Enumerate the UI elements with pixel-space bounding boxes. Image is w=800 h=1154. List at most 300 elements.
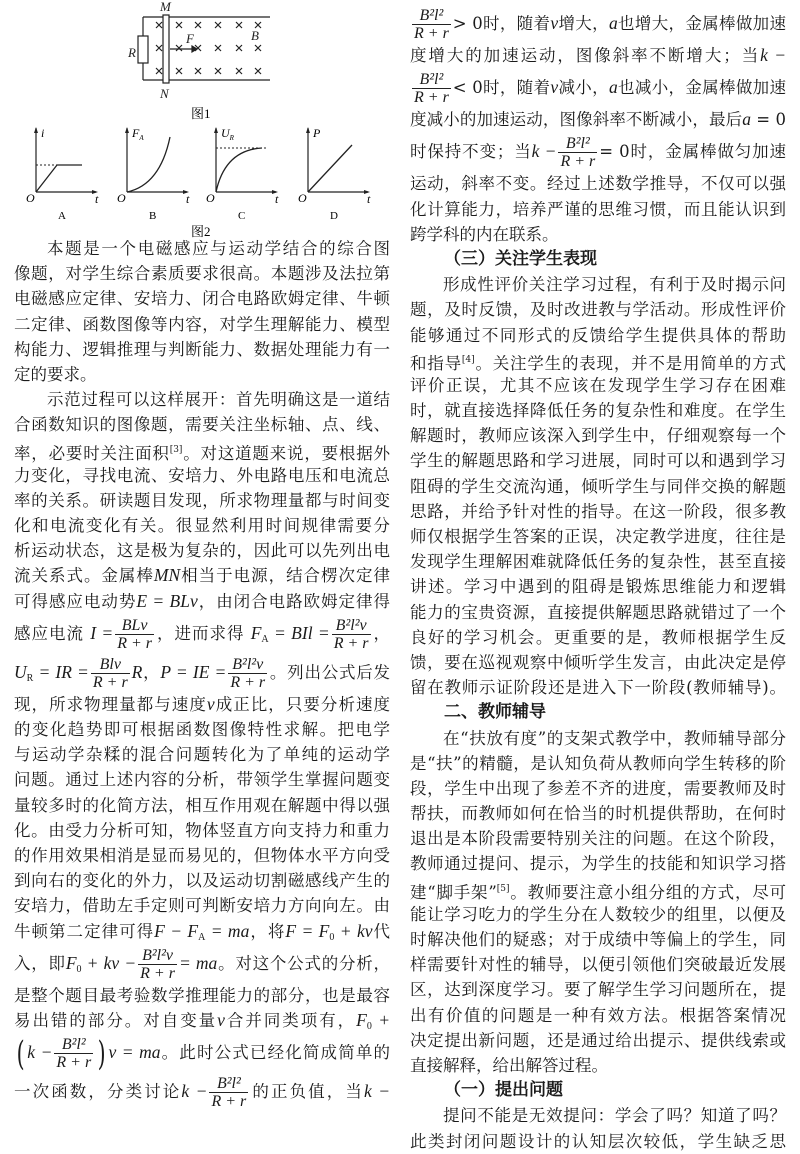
math-expression: k − xyxy=(27,1042,53,1063)
option-label: D xyxy=(330,210,338,222)
x-axis-label: t xyxy=(275,192,279,206)
math-base: U xyxy=(14,661,27,682)
text-line xyxy=(14,1008,390,1033)
text-line xyxy=(410,348,786,373)
figure-1-caption: 图1 xyxy=(191,106,211,121)
text-line xyxy=(14,1072,390,1111)
text-run: 的作用效果相消是显而易见的，但物体水平方向受 xyxy=(14,845,390,865)
figures xyxy=(0,0,400,240)
text-run: 时保持不变；当 xyxy=(410,142,532,162)
fraction-denominator: R + r xyxy=(140,964,175,982)
field-cross-mark xyxy=(215,45,221,51)
text-run: 率的关系。研读题目发现，所求物理量都与时间变 xyxy=(14,490,390,510)
text-line xyxy=(14,412,390,437)
text-run: 成正比，只要分析速度 xyxy=(214,694,390,714)
math-fraction xyxy=(412,7,451,42)
text-run: 发现学生理解困难就降低任务的复杂性，甚至直接 xyxy=(410,552,786,572)
text-line xyxy=(410,977,786,1002)
text-line xyxy=(14,614,390,653)
text-run: 合并同类项有， xyxy=(224,1010,357,1030)
option-label: A xyxy=(58,210,66,222)
text-run: 到向右的变化的外力，以及运动切割磁感线产生的 xyxy=(14,871,390,891)
option-label: C xyxy=(238,210,246,222)
fraction-numerator: B²l²v xyxy=(332,617,371,635)
text-run: 合函数知识的图像题，需要关注坐标轴、点、线、 xyxy=(14,415,390,435)
text-line xyxy=(410,1003,786,1028)
math-expression: = ma xyxy=(205,920,250,941)
math-expression: + kv − xyxy=(81,952,137,973)
fraction-numerator: B²l² xyxy=(412,71,451,89)
text-line xyxy=(14,312,390,337)
math-variable-subscripted xyxy=(251,623,269,643)
field-cross-mark xyxy=(156,45,162,51)
text-run: （三）关注学生表现 xyxy=(444,248,597,269)
label-B: B xyxy=(251,28,259,43)
math-expression: = BIl = xyxy=(268,622,330,643)
large-parenthesis: ( xyxy=(16,1033,25,1073)
y-axis-subscript: R xyxy=(229,134,234,142)
text-run: 。此时公式已经化简成简单的 xyxy=(160,1043,390,1063)
text-run: 帮扶，而教师如何在恰当的时机提供帮助，在何时 xyxy=(410,804,786,824)
plot-curve xyxy=(308,145,352,192)
text-run: 二、教师辅导 xyxy=(444,702,546,723)
text-line xyxy=(14,742,390,767)
math-variable-subscripted xyxy=(187,921,205,941)
text-line xyxy=(410,43,786,68)
text-run: 度减小的加速运动，图像斜率不断减小，最后 xyxy=(410,110,743,130)
math-fraction xyxy=(412,71,451,106)
math-expression: MN xyxy=(153,565,181,586)
text-line xyxy=(410,222,786,247)
text-run: 流关系式。金属棒 xyxy=(14,566,154,586)
fraction-denominator: R + r xyxy=(414,89,449,107)
fraction-denominator: R + r xyxy=(211,1093,247,1111)
text-line xyxy=(14,653,390,692)
text-line xyxy=(410,851,786,876)
text-line xyxy=(14,513,390,538)
text-line xyxy=(410,373,786,398)
math-variable-subscripted xyxy=(66,953,82,973)
text-run: 本题是一个电磁感应与运动学结合的综合图 xyxy=(47,239,390,258)
fraction-numerator: B²l²v xyxy=(138,947,177,965)
text-run: 二定律、函数图像等内容，对学生理解能力、模型 xyxy=(14,314,390,334)
text-line xyxy=(410,423,786,448)
fraction-numerator: BLv xyxy=(115,617,154,635)
text-run: 易出错的部分。对自变量 xyxy=(14,1010,218,1030)
text-run: = 0时，金属棒做匀加速 xyxy=(599,142,786,162)
text-line xyxy=(14,868,390,893)
field-cross-mark xyxy=(195,22,201,28)
math-subscript: R xyxy=(26,672,34,684)
origin-label: O xyxy=(26,191,35,205)
text-run: 学生的解题思路和学习进展，同时可以和遇到学习 xyxy=(410,451,786,471)
text-line xyxy=(14,983,390,1008)
text-run: 与运动学杂糅的混合问题转化为了单纯的运动学 xyxy=(14,745,390,765)
text-run: 段，学生中出现了参差不齐的进度，需要教师及时 xyxy=(410,778,786,798)
text-line xyxy=(14,717,390,742)
math-subscript: A xyxy=(261,633,269,645)
fraction-numerator: B²l² xyxy=(209,1075,248,1093)
text-run: 也增大，金属棒做加速 xyxy=(617,14,786,33)
text-line xyxy=(14,261,390,286)
text-run: 提问不能是无效提问：学会了吗？知道了吗？ xyxy=(443,1106,786,1126)
text-line xyxy=(14,843,390,868)
text-line xyxy=(410,1103,786,1128)
text-line xyxy=(410,297,786,322)
text-run: 解题时，教师应该深入到学生中，仔细观察每一个 xyxy=(410,426,786,446)
text-line xyxy=(410,675,786,700)
text-line xyxy=(410,171,786,196)
text-run: 的变化趋势即可根据函数图像特性求解。把电学 xyxy=(14,720,390,739)
text-line xyxy=(410,726,786,751)
text-run: 化和电流变化有关。很显然利用时间规律需要分 xyxy=(14,516,390,536)
text-run: ， xyxy=(372,623,390,643)
text-line xyxy=(14,818,390,843)
text-line xyxy=(14,767,390,792)
text-run: 现，所求物理量都与速度 xyxy=(14,694,207,714)
text-run: 样需要针对性的辅导，以便引领他们突破最近发展 xyxy=(410,955,786,975)
fraction-denominator: R + r xyxy=(414,25,449,42)
text-run: 量较多时的化简方法，相互作用观在解题中得以强 xyxy=(14,795,390,815)
text-run: 化。由受力分析可知，物体竖直方向支持力和重力 xyxy=(14,820,390,840)
text-run: 电磁感应定律、安培力、闭合电路欧姆定律、牛顿 xyxy=(14,289,390,309)
text-line xyxy=(410,902,786,927)
text-line xyxy=(410,4,786,43)
math-expression: a xyxy=(608,77,618,98)
math-expression: a xyxy=(742,109,751,130)
section-heading xyxy=(410,700,786,725)
math-expression: k − xyxy=(760,45,786,65)
text-line xyxy=(14,337,390,362)
text-run: 。对这个公式的分析， xyxy=(217,953,390,973)
origin-label: O xyxy=(117,191,126,205)
math-base: F xyxy=(318,920,330,941)
label-N: N xyxy=(160,86,169,101)
text-line xyxy=(410,448,786,473)
math-expression: F − xyxy=(154,920,188,941)
text-line xyxy=(14,362,390,387)
large-parenthesis: ) xyxy=(97,1033,106,1073)
y-axis-subscript: A xyxy=(139,134,144,142)
math-expression: v xyxy=(550,77,559,98)
math-fraction xyxy=(54,1036,93,1071)
text-line xyxy=(410,574,786,599)
text-line xyxy=(410,68,786,107)
text-run: 是“扶”的精髓，是认知负荷从教师向学生转移的阶 xyxy=(410,753,786,773)
text-run: 留在教师示证阶段还是进入下一阶段(教师辅导)。 xyxy=(410,678,786,698)
section-heading xyxy=(410,1078,786,1103)
math-variable-subscripted xyxy=(14,662,33,682)
field-cross-mark xyxy=(255,68,261,74)
math-expression: = ma xyxy=(178,952,218,973)
text-line xyxy=(14,893,390,918)
text-line xyxy=(14,488,390,513)
text-run: > 0时，随着 xyxy=(452,14,551,33)
text-run: 能够通过不同形式的反馈给学生提供具体的帮助 xyxy=(410,325,786,345)
math-variable-subscripted xyxy=(356,1010,372,1030)
plot-curve xyxy=(216,148,262,192)
math-fraction xyxy=(558,135,597,170)
text-line xyxy=(410,272,786,297)
physics-figures xyxy=(0,0,400,240)
fraction-denominator: R + r xyxy=(56,1054,92,1072)
text-line xyxy=(410,549,786,574)
math-expression: a xyxy=(608,13,618,33)
text-line xyxy=(410,751,786,776)
text-run: 退出是本阶段需要特别关注的问题。在这个阶段， xyxy=(410,829,786,849)
metal-rod xyxy=(163,15,169,83)
text-run: 此类封闭问题设计的认知层次较低，学生缺乏思 xyxy=(410,1131,786,1151)
text-run: 增大， xyxy=(558,14,609,33)
text-run: 力变化，寻找电流、安培力、外电路电压和电流总 xyxy=(14,465,390,485)
x-axis-label: t xyxy=(367,192,371,206)
fraction-denominator: R + r xyxy=(230,673,266,691)
text-run: 构能力、逻辑推理与判断能力、数据处理能力有一 xyxy=(14,339,390,359)
plot-option-b xyxy=(117,126,190,222)
y-axis-label xyxy=(312,126,321,140)
plot-curve xyxy=(127,137,170,192)
math-fraction xyxy=(332,617,371,652)
text-run: 能力的宝贵资源，直接提供解题思路就错过了一个 xyxy=(410,602,786,622)
text-run: ，由闭合电路欧姆定律得 xyxy=(197,591,390,611)
text-run: ， xyxy=(142,662,161,682)
text-run: 区，达到深度学习。要了解学生学习问题所在，提 xyxy=(410,980,786,1000)
text-run: 馈，要在巡视观察中倾听学生发言，由此决定是停 xyxy=(410,652,786,672)
text-line xyxy=(14,538,390,563)
math-fraction xyxy=(115,617,154,652)
fraction-denominator: R + r xyxy=(117,634,153,652)
text-run: 建“脚手架” xyxy=(410,882,497,902)
text-run: 。关注学生的表现，并不是用简单的方式 xyxy=(474,353,786,373)
field-cross-mark xyxy=(255,45,261,51)
math-subscript: 0 xyxy=(366,1020,372,1032)
option-label: B xyxy=(149,210,157,222)
text-run: 安培力，借助左手定则可判断安培力方向向左。由 xyxy=(14,896,390,916)
math-expression: E = BLv xyxy=(136,590,198,611)
text-run: 代 xyxy=(372,921,390,941)
plot-option-a xyxy=(26,126,99,222)
fraction-numerator: B²l² xyxy=(412,7,451,25)
text-line xyxy=(14,1033,390,1072)
section-heading xyxy=(410,247,786,272)
fraction-numerator: B²l² xyxy=(558,135,597,153)
text-run: 。教师要注意小组分组的方式，尽可 xyxy=(509,882,786,902)
text-line xyxy=(410,474,786,499)
plot-axes xyxy=(36,128,96,192)
math-fraction xyxy=(91,656,130,691)
fraction-numerator: B²l²v xyxy=(228,656,267,674)
citation-superscript: [5] xyxy=(496,883,510,894)
y-axis-label xyxy=(41,126,44,140)
math-expression: P = IE = xyxy=(160,661,227,682)
rails xyxy=(143,17,270,80)
plot-option-c xyxy=(206,126,279,222)
figure-2-plots xyxy=(26,126,371,222)
text-line xyxy=(410,927,786,952)
math-expression: + kv xyxy=(334,920,373,941)
left-column xyxy=(14,236,390,1111)
field-cross-mark xyxy=(215,68,221,74)
plot-option-d xyxy=(298,126,371,222)
text-line xyxy=(410,826,786,851)
text-line xyxy=(14,919,390,944)
field-cross-mark xyxy=(176,45,182,51)
x-axis-label: t xyxy=(186,192,190,206)
math-expression: k − xyxy=(181,1081,208,1102)
field-cross-mark xyxy=(215,22,221,28)
text-run: 定的要求。 xyxy=(14,364,97,384)
text-run: 出有价值的问题是一种有效方法。根据答案情况 xyxy=(410,1005,786,1025)
text-run: 评价正误，尤其不应该在发现学生学习存在困难 xyxy=(410,375,786,395)
text-run: 可得感应电动势 xyxy=(14,591,137,611)
text-line xyxy=(14,793,390,818)
text-run: 一次函数，分类讨论 xyxy=(14,1082,182,1102)
text-line xyxy=(14,563,390,588)
fraction-denominator: R + r xyxy=(92,673,128,691)
text-line xyxy=(410,1053,786,1078)
text-run: 减小， xyxy=(558,78,609,98)
text-run: 决定提出新问题，还是通过给出提示、提供线索或 xyxy=(410,1030,786,1050)
text-run: （一）提出问题 xyxy=(444,1080,563,1101)
text-run: 在“扶放有度”的支架式教学中，教师辅导部分 xyxy=(443,728,786,748)
text-run: 牛顿第二定律可得 xyxy=(14,921,155,941)
text-run: ，进而求得 xyxy=(156,623,251,643)
math-base: F xyxy=(65,952,77,973)
text-line xyxy=(14,944,390,983)
math-fraction xyxy=(138,947,177,982)
text-run: 。对这道题来说，要根据外 xyxy=(182,443,390,463)
math-expression: R xyxy=(131,661,143,682)
text-run: 师仅根据学生答案的正误，决定教学进度，往往是 xyxy=(410,527,786,546)
y-axis-symbol: F xyxy=(132,126,140,140)
text-run: 也减小，金属棒做加速 xyxy=(617,78,786,98)
text-run: 化计算能力，培养严谨的思维习惯，而且能认识到 xyxy=(410,199,786,219)
math-fraction xyxy=(228,656,267,691)
text-line xyxy=(410,1028,786,1053)
text-line xyxy=(410,877,786,902)
x-axis-label: t xyxy=(95,192,99,206)
text-run: 能让学习吃力的学生分在人数较少的组里，以便及 xyxy=(410,904,786,924)
text-line xyxy=(410,776,786,801)
plot-curve xyxy=(36,165,82,192)
text-line xyxy=(410,107,786,132)
text-line xyxy=(14,438,390,463)
text-line xyxy=(410,952,786,977)
math-expression: v xyxy=(217,1009,225,1030)
fraction-numerator: B²l² xyxy=(54,1036,93,1054)
text-line xyxy=(410,323,786,348)
field-cross-mark xyxy=(236,68,242,74)
text-run: 感应电流 xyxy=(14,623,91,643)
text-line xyxy=(14,286,390,311)
fraction-numerator: Blv xyxy=(91,656,130,674)
text-line xyxy=(410,801,786,826)
y-axis-symbol: i xyxy=(41,126,45,140)
field-cross-mark xyxy=(156,68,162,74)
text-line xyxy=(14,463,390,488)
text-run: 教师通过提问、提示，为学生的技能和知识学习搭 xyxy=(410,854,786,874)
label-M: M xyxy=(160,0,171,14)
field-cross-mark xyxy=(176,68,182,74)
text-run: 像题，对学生综合素质要求很高。本题涉及法拉第 xyxy=(14,264,390,284)
text-line xyxy=(14,387,390,412)
y-axis-label xyxy=(221,126,235,142)
text-run: 阻碍的学生交流沟通，倾听学生与同伴交换的解题 xyxy=(410,476,786,496)
math-expression: F = xyxy=(285,920,319,941)
citation-superscript: [3] xyxy=(169,444,183,455)
math-subscript: 0 xyxy=(76,963,82,975)
math-subscript: 0 xyxy=(329,931,335,943)
text-line xyxy=(410,650,786,675)
text-run: 题，及时反馈，及时改进教与学活动。形成性评价 xyxy=(410,300,786,320)
text-run: 时解决他们的疑惑；对于成绩中等偏上的学生，同 xyxy=(410,930,786,949)
math-base: F xyxy=(250,622,262,643)
text-run: 的正负值，当 xyxy=(250,1082,364,1102)
math-fraction xyxy=(209,1075,248,1110)
text-run: 讲述。学习中遇到的阻碍是锻炼思维能力和逻辑 xyxy=(410,577,786,597)
text-run: 示范过程可以这样展开：首先明确这是一道结 xyxy=(47,390,390,410)
origin-label: O xyxy=(206,191,215,205)
text-run: 和指导 xyxy=(410,353,462,373)
magnetic-field-crosses xyxy=(156,22,261,74)
y-axis-symbol: U xyxy=(221,126,230,140)
math-expression: v xyxy=(550,13,559,33)
text-line xyxy=(410,197,786,222)
text-line xyxy=(410,499,786,524)
figure-1-circuit xyxy=(138,15,270,83)
math-subscript: A xyxy=(198,931,206,943)
text-line xyxy=(14,692,390,717)
math-expression: v xyxy=(206,693,215,714)
math-expression: v = ma xyxy=(108,1042,161,1063)
math-base: F xyxy=(356,1009,367,1030)
text-run: 跨学科的内在联系。 xyxy=(410,224,559,244)
fraction-denominator: R + r xyxy=(560,153,596,171)
text-run: 良好的学习机会。更重要的是，教师根据学生反 xyxy=(410,627,786,647)
text-run: 运动，斜率不变。经过上述数学推导，不仅可以强 xyxy=(410,174,786,194)
text-run: 析运动状态，这是极为复杂的，因此可以先列出电 xyxy=(14,541,390,561)
math-expression: I = xyxy=(90,622,114,643)
text-line xyxy=(410,600,786,625)
y-axis-symbol: P xyxy=(313,126,321,140)
y-axis-label xyxy=(131,126,144,142)
math-expression: k − xyxy=(363,1081,390,1102)
math-base: F xyxy=(187,920,199,941)
text-run: 相当于电源，结合楞次定律 xyxy=(180,566,390,586)
math-expression: k − xyxy=(531,141,557,162)
text-run: 问题。通过上述内容的分析，带领学生掌握问题变 xyxy=(14,770,390,790)
math-expression: = IR = xyxy=(33,661,89,682)
field-cross-mark xyxy=(236,22,242,28)
text-run: < 0时，随着 xyxy=(452,78,551,98)
label-R: R xyxy=(128,45,136,60)
field-cross-mark xyxy=(156,22,162,28)
text-run: 。列出公式后发 xyxy=(269,662,390,682)
text-line xyxy=(410,524,786,549)
text-run: = 0 xyxy=(750,110,786,130)
text-line xyxy=(410,398,786,423)
text-line xyxy=(14,589,390,614)
text-line xyxy=(410,1129,786,1154)
text-run: ，将 xyxy=(249,921,286,941)
text-run: 时，就直接选择降低任务的复杂性和难度。在学生 xyxy=(410,401,786,421)
text-line xyxy=(14,236,390,261)
text-run: 是整个题目最考验数学推理能力的部分，也是最容 xyxy=(14,985,390,1005)
text-run: 思路，并给予针对性的指导。在这一阶段，很多教 xyxy=(410,501,786,521)
text-run: 入，即 xyxy=(14,953,66,973)
text-run: 直接解释，给出解答过程。 xyxy=(410,1055,608,1075)
citation-superscript: [4] xyxy=(461,354,475,365)
